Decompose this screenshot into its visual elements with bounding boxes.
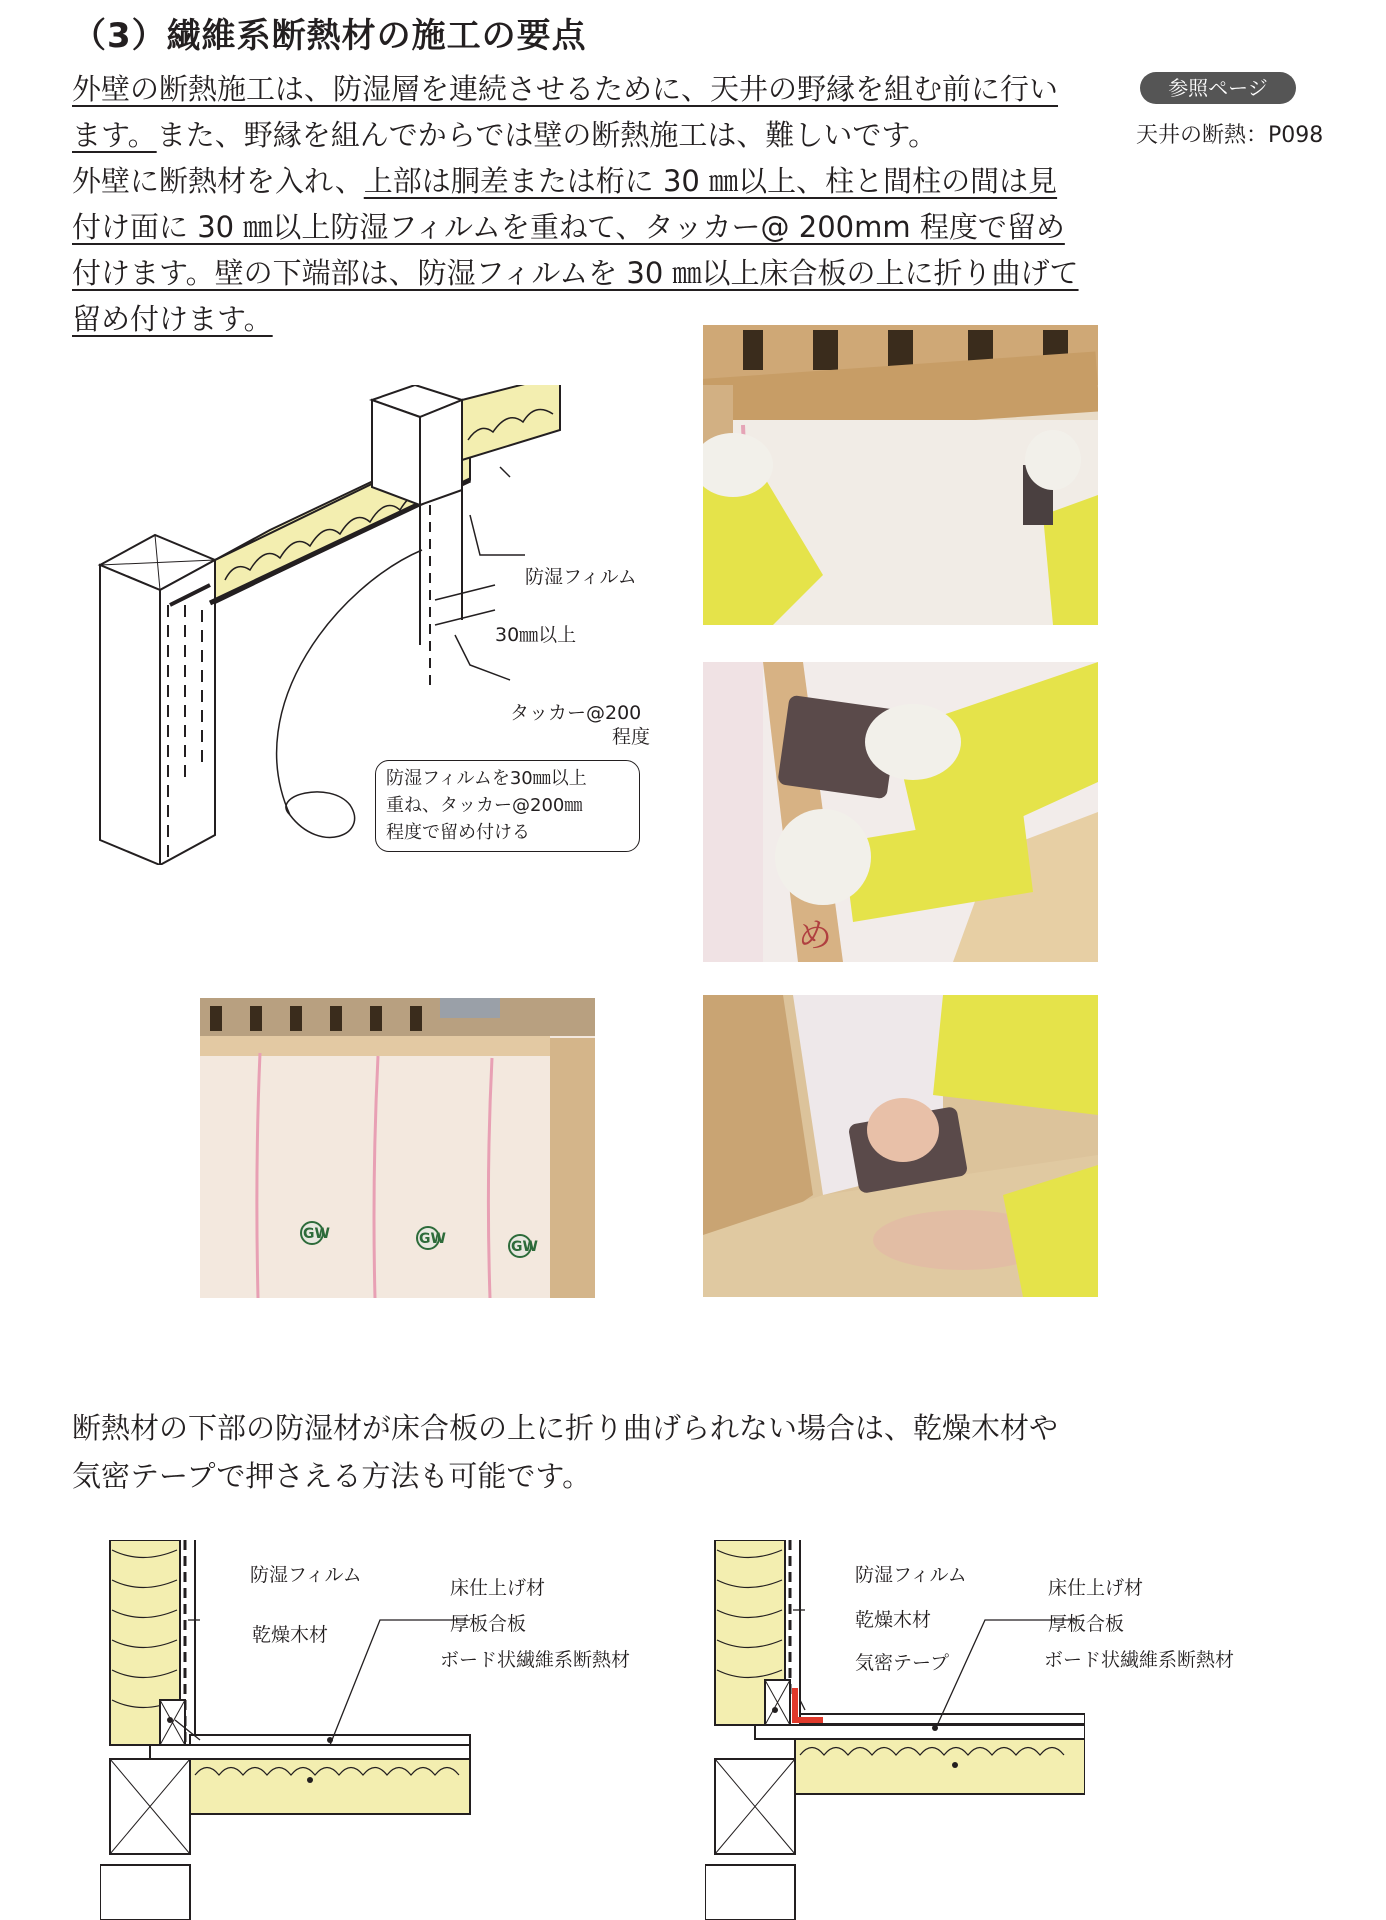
photo-stapling-top xyxy=(703,325,1098,625)
right-label-board-insulation: ボード状繊維系断熱材 xyxy=(1044,1649,1235,1671)
label-moisture-film: 防湿フィルム xyxy=(525,566,637,588)
photo-insulated-wall xyxy=(200,998,595,1298)
left-label-plywood: 厚板合板 xyxy=(450,1613,527,1635)
intro-line-3b: 上部は胴差または桁に 30 ㎜以上、柱と間柱の間は見 xyxy=(363,164,1058,198)
right-label-dry-wood: 乾燥木材 xyxy=(855,1609,932,1631)
label-tacker-extent: 程度 xyxy=(612,726,651,748)
left-label-film: 防湿フィルム xyxy=(250,1564,362,1586)
reference-page-link[interactable]: 天井の断熱：P098 xyxy=(1136,123,1324,148)
intro-line-5: 付けます。壁の下端部は、防湿フィルムを 30 ㎜以上床合板の上に折り曲げて xyxy=(72,256,1079,290)
gw-mark-2: GW xyxy=(419,1231,446,1247)
intro-line-1: 外壁の断熱施工は、防湿層を連続させるために、天井の野縁を組む前に行い xyxy=(72,72,1059,106)
right-label-plywood: 厚板合板 xyxy=(1048,1613,1125,1635)
left-label-board-insulation: ボード状繊維系断熱材 xyxy=(440,1649,631,1671)
callout-line-2: 重ね、タッカー@200㎜ xyxy=(386,795,583,816)
callout-line-3: 程度で留め付ける xyxy=(386,822,530,843)
page-title: （3）繊維系断熱材の施工の要点 xyxy=(72,16,587,56)
note-line-1: 断熱材の下部の防湿材が床合板の上に折り曲げられない場合は、乾燥木材や xyxy=(72,1411,1059,1445)
gw-mark-3: GW xyxy=(511,1239,538,1255)
right-label-airtight-tape: 気密テープ xyxy=(855,1652,950,1674)
label-tacker: タッカー@200 xyxy=(510,702,642,724)
left-label-dry-wood: 乾燥木材 xyxy=(252,1624,329,1646)
gw-mark-1: GW xyxy=(303,1226,330,1242)
intro-line-2b: また、野縁を組んでからでは壁の断熱施工は、難しいです。 xyxy=(156,118,938,152)
callout-line-1: 防湿フィルムを30㎜以上 xyxy=(386,768,587,789)
callout-box xyxy=(375,760,640,852)
section-dry-wood xyxy=(100,1540,480,1920)
label-30mm: 30㎜以上 xyxy=(495,624,577,646)
intro-line-6: 留め付けます。 xyxy=(72,302,273,336)
intro-line-4: 付け面に 30 ㎜以上防湿フィルムを重ねて、タッカー@ 200mm 程度で留め xyxy=(72,210,1065,244)
right-label-film: 防湿フィルム xyxy=(855,1564,967,1586)
left-label-floor-finish: 床仕上げ材 xyxy=(450,1577,546,1599)
intro-line-3a: 外壁に断熱材を入れ、 xyxy=(72,164,364,198)
intro-paragraph xyxy=(72,66,1112,342)
section-airtight-tape xyxy=(705,1540,1085,1920)
note-line-2: 気密テープで押さえる方法も可能です。 xyxy=(72,1459,592,1493)
reference-badge: 参照ページ xyxy=(1140,72,1296,104)
svg-text:め: め xyxy=(798,916,832,956)
photo-stapling-stud xyxy=(703,662,1098,962)
right-label-floor-finish: 床仕上げ材 xyxy=(1048,1577,1144,1599)
intro-line-2a: ます。 xyxy=(72,118,157,152)
note-paragraph xyxy=(72,1404,1152,1500)
photo-stapling-floor xyxy=(703,995,1098,1297)
